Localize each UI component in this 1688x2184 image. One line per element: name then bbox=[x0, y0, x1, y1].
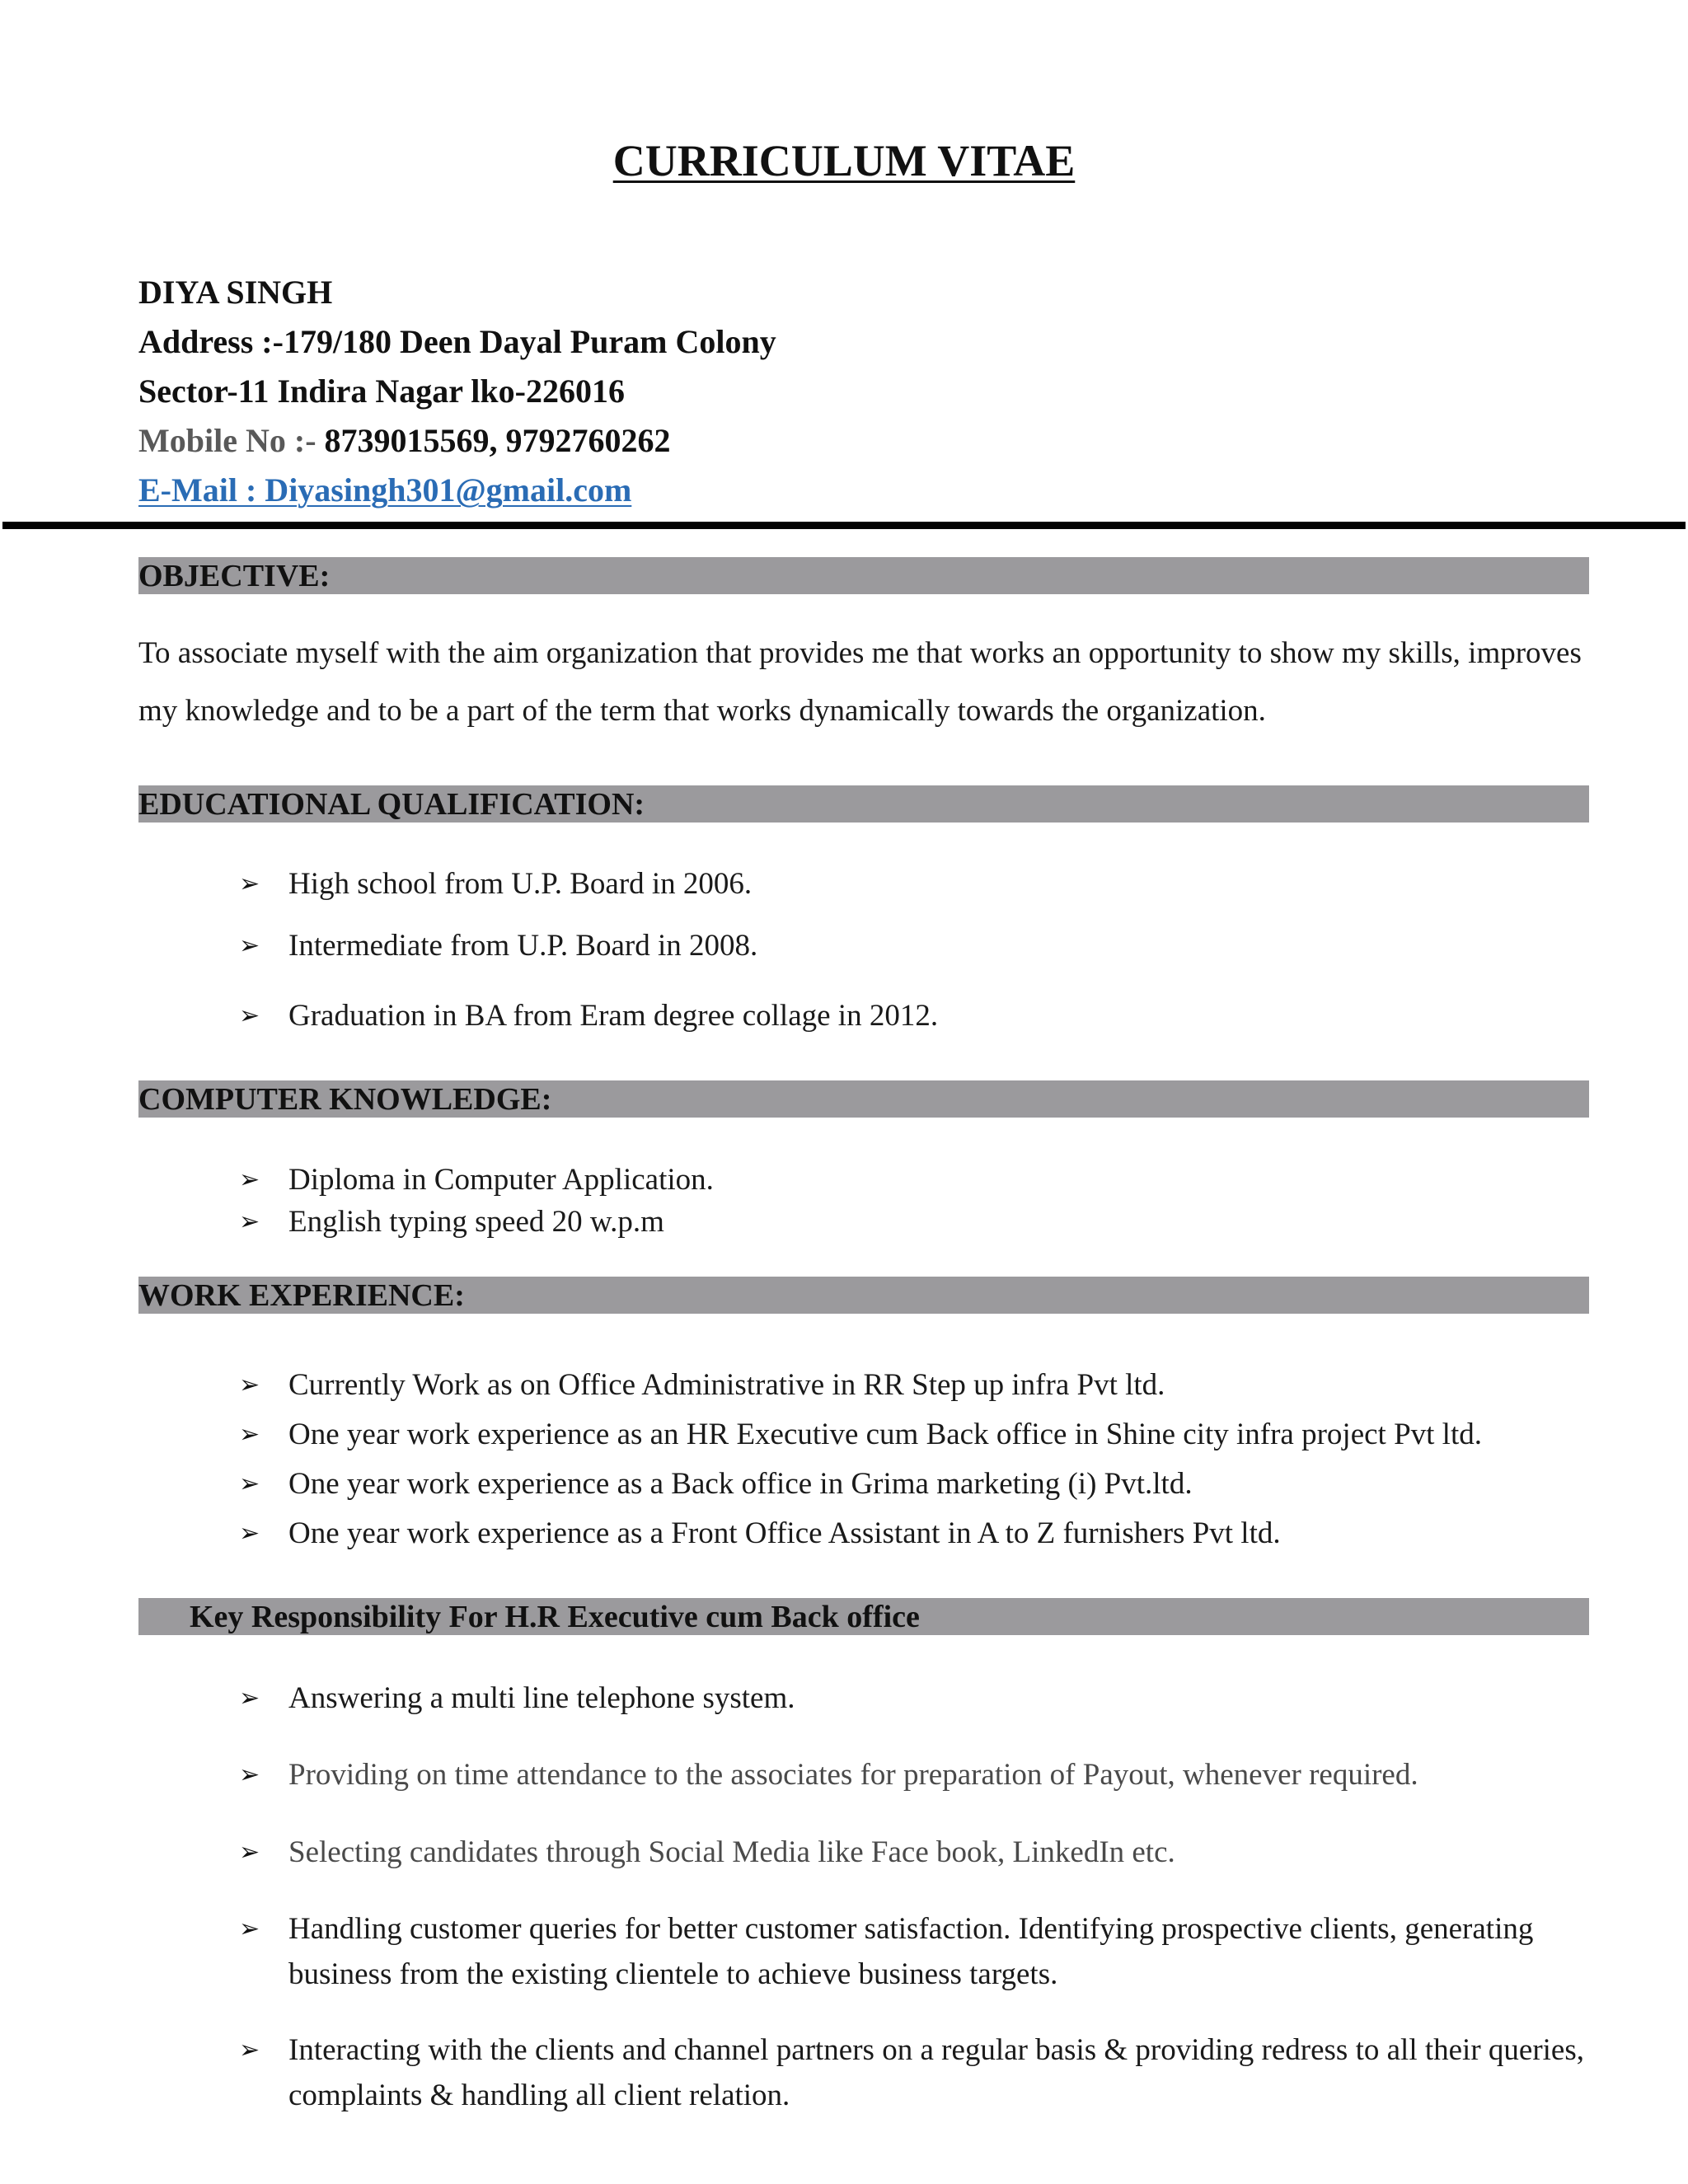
list-item: ➢ One year work experience as a Front Office Assistant in A to Z furnishers Pvt ltd. bbox=[239, 1511, 1624, 1556]
section-heading-objective: OBJECTIVE: bbox=[138, 557, 1589, 594]
arrow-bullet-icon: ➢ bbox=[239, 1915, 260, 1943]
section-heading-education: EDUCATIONAL QUALIFICATION: bbox=[138, 785, 1589, 823]
candidate-name: DIYA SINGH bbox=[138, 274, 333, 311]
arrow-bullet-icon: ➢ bbox=[239, 2036, 260, 2064]
list-item: ➢ Intermediate from U.P. Board in 2008. bbox=[239, 923, 1624, 968]
arrow-bullet-icon: ➢ bbox=[239, 1760, 260, 1789]
arrow-bullet-icon: ➢ bbox=[239, 1207, 260, 1236]
list-item: ➢ One year work experience as an HR Executive cum Back office in Shine city infra project Pvt ltd. bbox=[239, 1412, 1624, 1457]
arrow-bullet-icon: ➢ bbox=[239, 931, 260, 960]
list-item: ➢ One year work experience as a Back office in Grima marketing (i) Pvt.ltd. bbox=[239, 1461, 1624, 1507]
arrow-bullet-icon: ➢ bbox=[239, 1469, 260, 1498]
arrow-bullet-icon: ➢ bbox=[239, 869, 260, 898]
list-item: ➢ English typing speed 20 w.p.m bbox=[239, 1199, 1624, 1244]
mobile-line bbox=[138, 416, 1622, 466]
contact-block bbox=[138, 268, 1622, 515]
address-line-2: Sector-11 Indira Nagar lko-226016 bbox=[138, 373, 625, 410]
arrow-bullet-icon: ➢ bbox=[239, 1519, 260, 1548]
list-item: ➢ Graduation in BA from Eram degree collage in 2012. bbox=[239, 993, 1624, 1038]
arrow-bullet-icon: ➢ bbox=[239, 1684, 260, 1713]
list-item: ➢ Providing on time attendance to the associates for preparation of Payout, whenever required. bbox=[239, 1752, 1624, 1797]
section-heading-responsibilities: Key Responsibility For H.R Executive cum Back office bbox=[138, 1598, 1589, 1635]
arrow-bullet-icon: ➢ bbox=[239, 1371, 260, 1399]
list-item: ➢ Currently Work as on Office Administrative in RR Step up infra Pvt ltd. bbox=[239, 1362, 1624, 1408]
list-item: ➢ High school from U.P. Board in 2006. bbox=[239, 861, 1624, 907]
page-title: CURRICULUM VITAE bbox=[612, 136, 1076, 185]
email-line bbox=[138, 466, 1622, 515]
arrow-bullet-icon: ➢ bbox=[239, 1838, 260, 1867]
list-item: ➢ Interacting with the clients and channel partners on a regular basis & providing redress to all their queries, complaints & handling all client relation. bbox=[239, 2027, 1624, 2118]
section-heading-work: WORK EXPERIENCE: bbox=[138, 1277, 1589, 1314]
mobile-value: 8739015569, 9792760262 bbox=[316, 422, 671, 459]
email-link[interactable]: E-Mail : Diyasingh301@gmail.com bbox=[138, 471, 632, 509]
arrow-bullet-icon: ➢ bbox=[239, 1001, 260, 1030]
list-item: ➢ Selecting candidates through Social Media like Face book, LinkedIn etc. bbox=[239, 1830, 1624, 1875]
header-divider bbox=[2, 522, 1686, 529]
mobile-label: Mobile No :- bbox=[138, 422, 316, 459]
list-item: ➢ Handling customer queries for better customer satisfaction. Identifying prospective clients, generating business from the existing clientele to achieve business targets. bbox=[239, 1906, 1624, 1997]
section-heading-computer: COMPUTER KNOWLEDGE: bbox=[138, 1080, 1589, 1118]
address-line-1: Address :-179/180 Deen Dayal Puram Colony bbox=[138, 323, 776, 360]
objective-text: To associate myself with the aim organization that provides me that works an opportunity to show my skills, improves my knowledge and to be a part of the term that works dynamically towards the organization. bbox=[138, 636, 1582, 728]
arrow-bullet-icon: ➢ bbox=[239, 1165, 260, 1194]
list-item: ➢ Diploma in Computer Application. bbox=[239, 1157, 1624, 1202]
arrow-bullet-icon: ➢ bbox=[239, 1420, 260, 1449]
list-item: ➢ Answering a multi line telephone system. bbox=[239, 1675, 1624, 1721]
